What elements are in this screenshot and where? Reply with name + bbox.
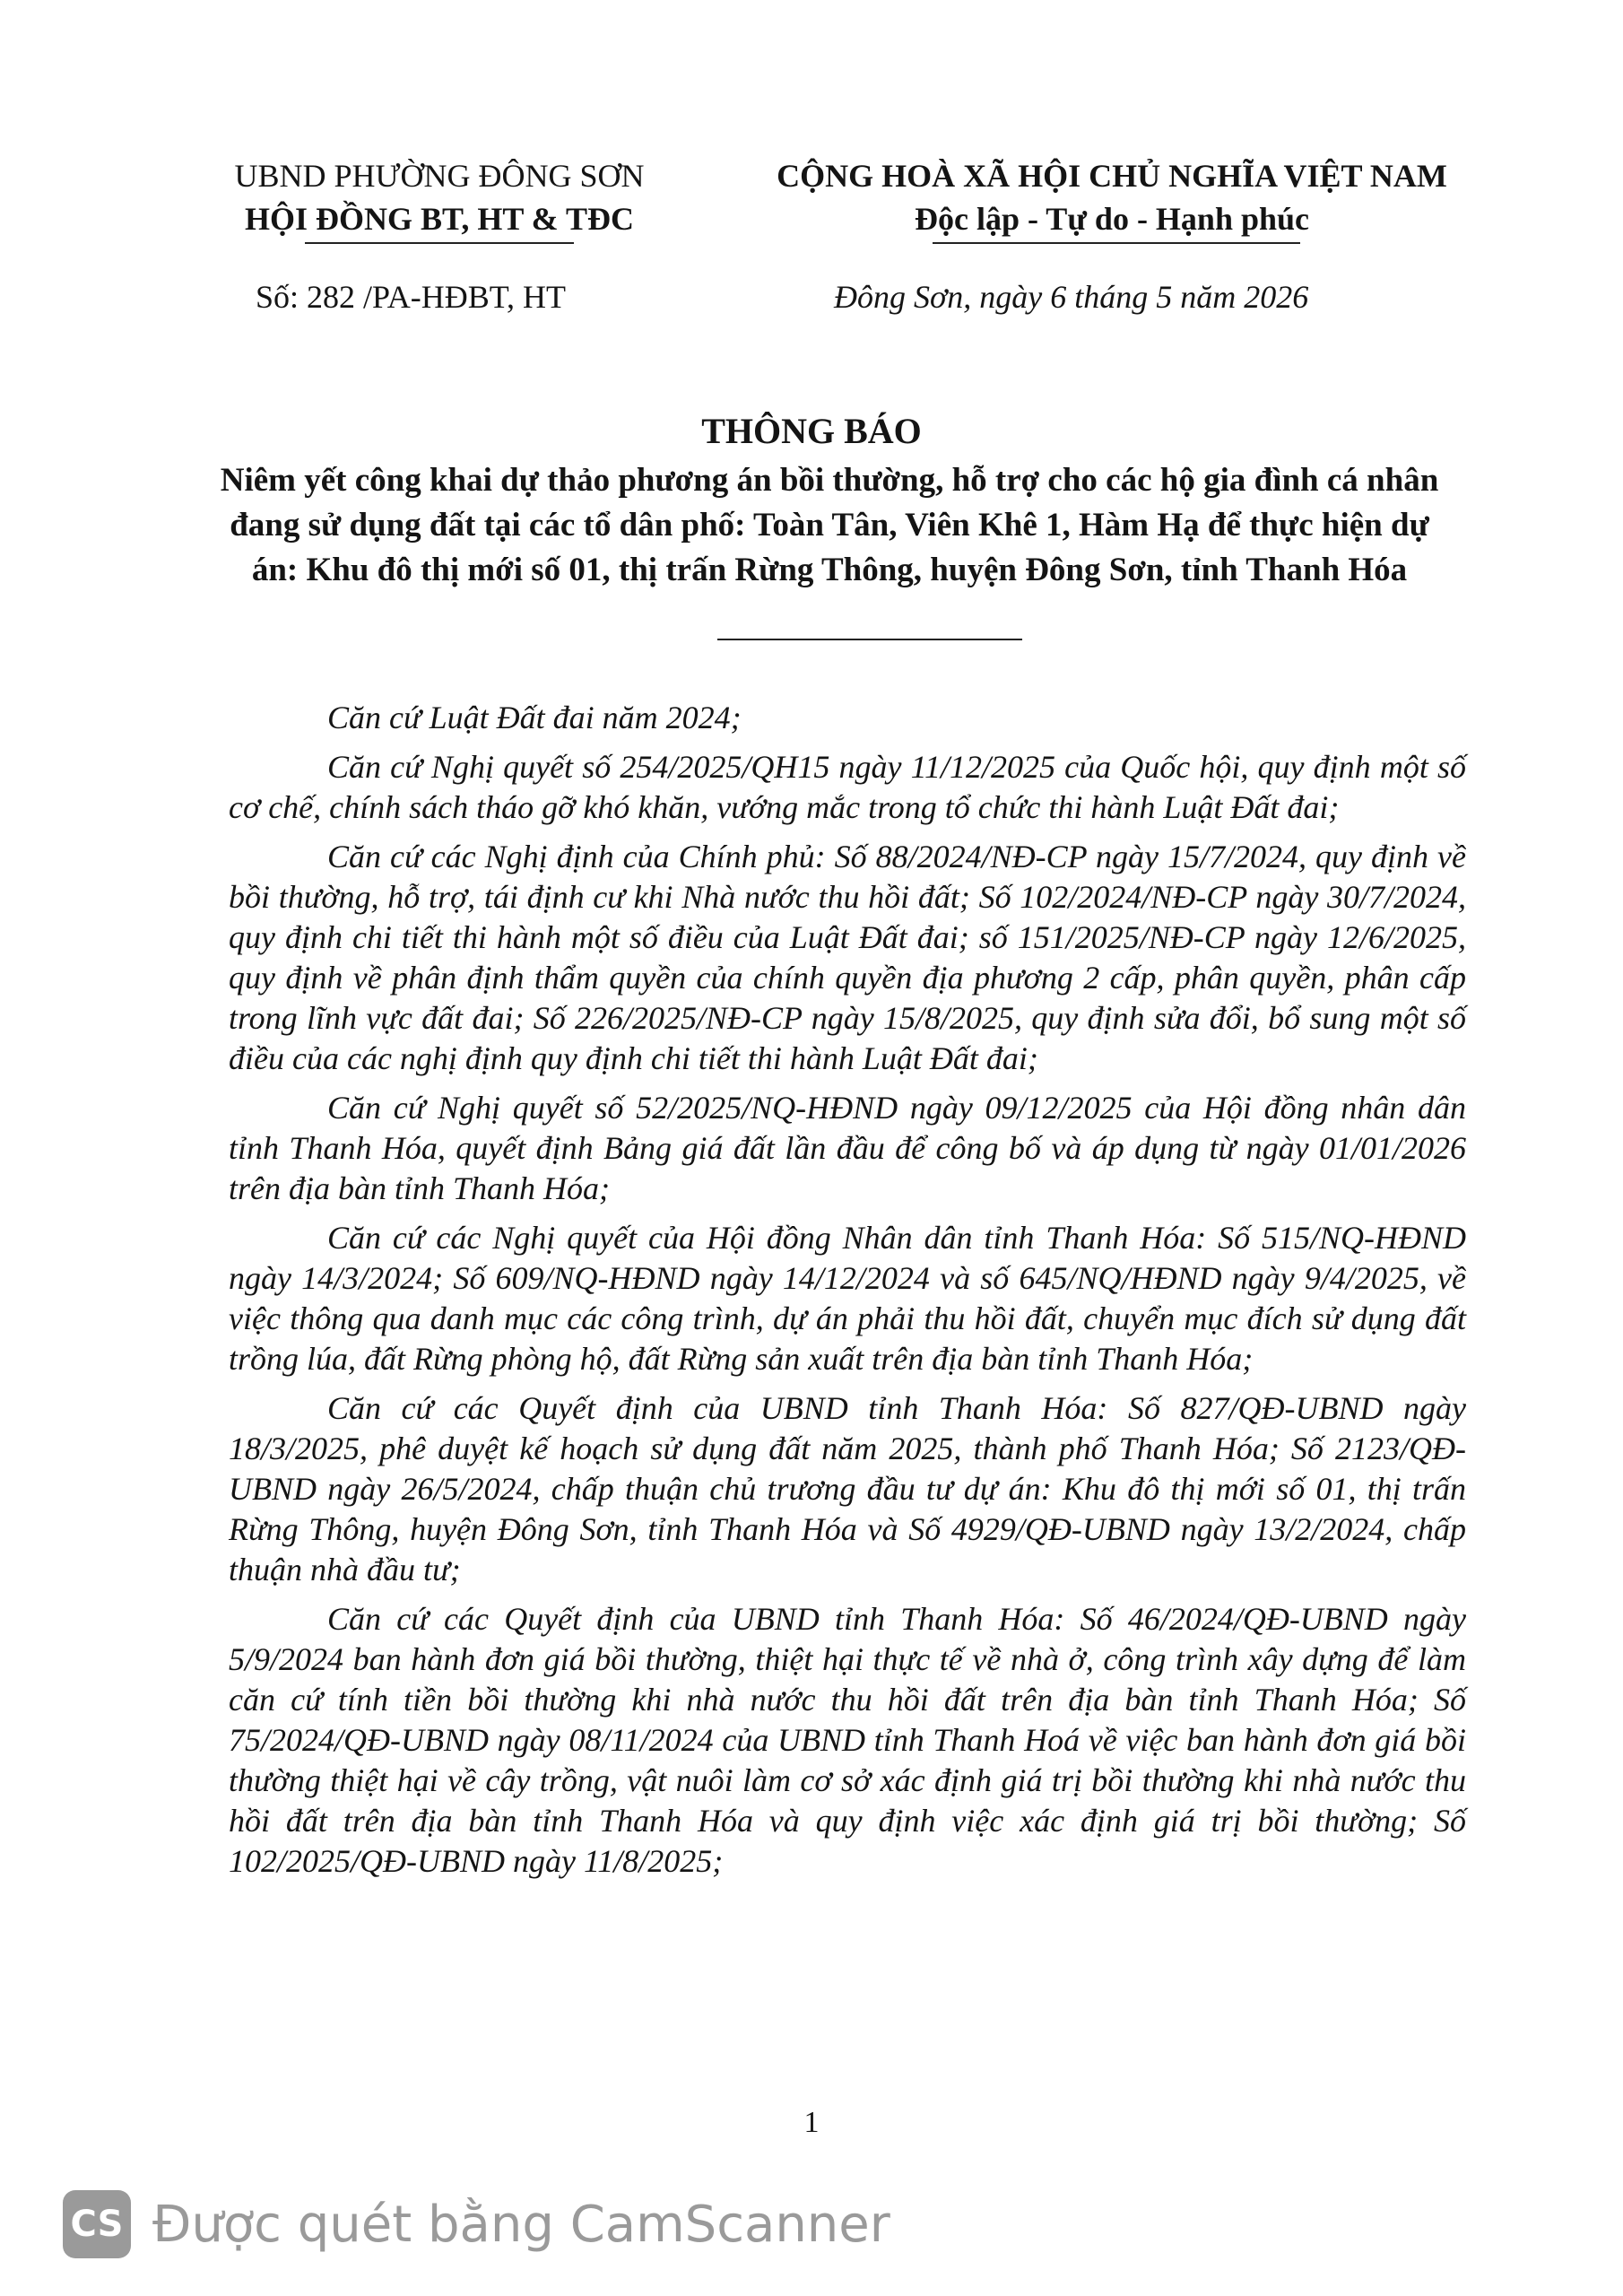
camscanner-logo-icon: CS [63, 2190, 131, 2258]
watermark-text: Được quét bằng CamScanner [152, 2195, 890, 2254]
national-motto [717, 154, 1506, 240]
legal-basis-paragraph: Căn cứ các Quyết định của UBND tỉnh Thanh Hóa: Số 827/QĐ-UBND ngày 18/3/2025, phê duyệt kế hoạch sử dụng đất năm 2025, thành phố Thanh Hóa; Số 2123/QĐ-UBND ngày 26/5/2024, chấp thuận chủ trương đầu tư dự án: Khu đô thị mới số 01, thị trấn Rừng Thông, huyện Đông Sơn, tỉnh Thanh Hóa và Số 4929/QĐ-UBND ngày 13/2/2024, chấp thuận nhà đầu tư; [229, 1390, 1466, 1587]
motto-line-2: Độc lập - Tự do - Hạnh phúc [914, 201, 1310, 237]
motto-line-1: CỘNG HOÀ XÃ HỘI CHỦ NGHĨA VIỆT NAM [777, 158, 1447, 194]
document-date: Đông Sơn, ngày 6 tháng 5 năm 2026 [834, 279, 1309, 315]
legal-basis-paragraph: Căn cứ các Nghị quyết của Hội đồng Nhân dân tỉnh Thanh Hóa: Số 515/NQ-HĐND ngày 14/3/2024; Số 609/NQ-HĐND ngày 14/12/2024 và số 645/NQ/HĐND ngày 9/4/2025, về việc thông qua danh mục các công trình, dự án phải thu hồi đất, chuyển mục đích sử dụng đất trồng lúa, đất Rừng phòng hộ, đất Rừng sản xuất trên địa bàn tỉnh Thanh Hóa; [229, 1220, 1466, 1377]
legal-basis-paragraph: Căn cứ Nghị quyết số 52/2025/NQ-HĐND ngày 09/12/2025 của Hội đồng nhân dân tỉnh Thanh Hóa, quyết định Bảng giá đất lần đầu để công bố và áp dụng từ ngày 01/01/2026 trên địa bàn tỉnh Thanh Hóa; [229, 1090, 1466, 1206]
motto-underline [933, 242, 1300, 244]
authority-line-1: UBND PHƯỜNG ĐÔNG SƠN [234, 158, 645, 194]
document-number: Số: 282 /PA-HĐBT, HT [256, 279, 567, 315]
document-subtitle: Niêm yết công khai dự thảo phương án bồi thường, hỗ trợ cho các hộ gia đình cá nhân đang sử dụng đất tại các tổ dân phố: Toàn Tân, Viên Khê 1, Hàm Hạ để thực hiện dự án: Khu đô thị mới số 01, thị trấn Rừng Thông, huyện Đông Sơn, tỉnh Thanh Hóa [220, 462, 1439, 588]
authority-underline [305, 242, 574, 244]
subtitle-underline [717, 639, 1022, 640]
document-title: THÔNG BÁO [701, 411, 922, 451]
document-body [229, 698, 1466, 1891]
page-number: 1 [803, 2106, 820, 2139]
camscanner-watermark [63, 2188, 890, 2260]
issuing-authority [188, 154, 690, 240]
legal-basis-paragraph: Căn cứ các Quyết định của UBND tỉnh Thanh Hóa: Số 46/2024/QĐ-UBND ngày 5/9/2024 ban hành đơn giá bồi thường, thiệt hại thực tế về nhà ở, công trình xây dựng để làm căn cứ tính tiền bồi thường khi nhà nước thu hồi đất trên địa bàn tỉnh Thanh Hóa; Số 75/2024/QĐ-UBND ngày 08/11/2024 của UBND tỉnh Thanh Hoá về việc ban hành đơn giá bồi thường thiệt hại về cây trồng, vật nuôi làm cơ sở xác định giá trị bồi thường khi nhà nước thu hồi đất trên địa bàn tỉnh Thanh Hóa và quy định việc xác định giá trị bồi thường; Số 102/2025/QĐ-UBND ngày 11/8/2025; [229, 1601, 1466, 1879]
legal-basis-paragraph: Căn cứ các Nghị định của Chính phủ: Số 88/2024/NĐ-CP ngày 15/7/2024, quy định về bồi thường, hỗ trợ, tái định cư khi Nhà nước thu hồi đất; Số 102/2024/NĐ-CP ngày 30/7/2024, quy định chi tiết thi hành một số điều của Luật Đất đai; số 151/2025/NĐ-CP ngày 12/6/2025, quy định về phân định thẩm quyền của chính quyền địa phương 2 cấp, phân quyền, phân cấp trong lĩnh vực đất đai; Số 226/2025/NĐ-CP ngày 15/8/2025, quy định sửa đổi, bổ sung một số điều của các nghị định quy định chi tiết thi hành Luật Đất đai; [229, 839, 1466, 1076]
legal-basis-paragraph: Căn cứ Nghị quyết số 254/2025/QH15 ngày 11/12/2025 của Quốc hội, quy định một số cơ chế, chính sách tháo gỡ khó khăn, vướng mắc trong tổ chức thi hành Luật Đất đai; [229, 749, 1466, 825]
authority-line-2: HỘI ĐỒNG BT, HT & TĐC [244, 201, 635, 237]
legal-basis-paragraph: Căn cứ Luật Đất đai năm 2024; [327, 700, 742, 735]
